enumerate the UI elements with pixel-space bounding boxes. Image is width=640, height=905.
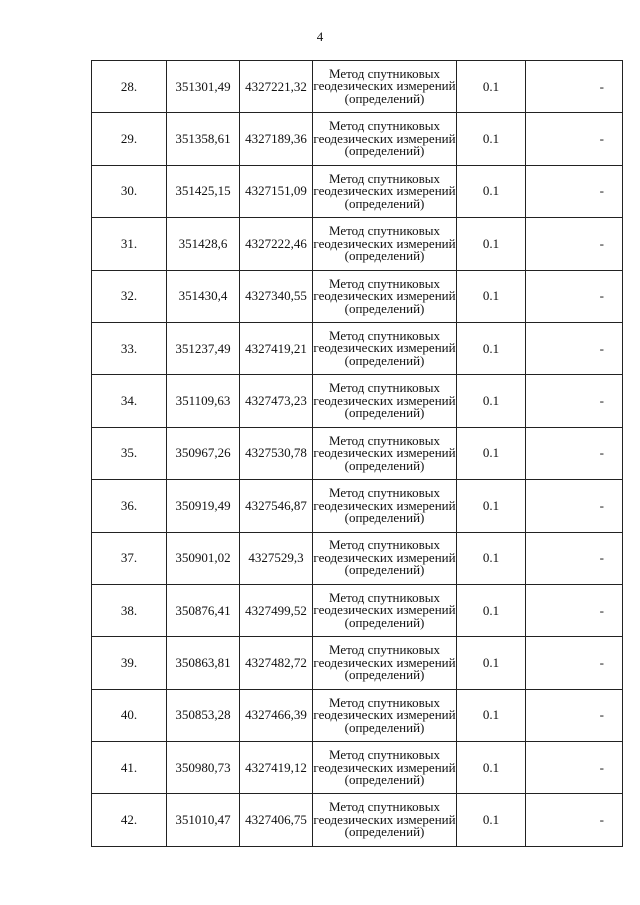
coordinate-y-cell: 4327473,23 — [240, 375, 313, 427]
method-line: (определений) — [344, 772, 425, 788]
method-line: Метод спутниковых — [328, 799, 440, 815]
accuracy-cell: 0.1 — [457, 165, 526, 217]
accuracy-cell: 0.1 — [457, 113, 526, 165]
coordinate-x-cell: 351430,4 — [167, 270, 240, 322]
note-cell: - — [526, 113, 623, 165]
coordinate-y-cell: 4327419,12 — [240, 742, 313, 794]
coordinate-x-cell: 351428,6 — [167, 218, 240, 270]
accuracy-cell: 0.1 — [457, 480, 526, 532]
point-number-cell: 36. — [92, 480, 167, 532]
method-line: (определений) — [344, 352, 425, 368]
method-line: Метод спутниковых — [328, 380, 440, 396]
table-row — [92, 61, 623, 113]
coordinate-y-cell: 4327499,52 — [240, 584, 313, 636]
method-line: Метод спутниковых — [328, 65, 440, 81]
coordinates-table-body — [92, 61, 623, 847]
coordinate-y-cell: 4327340,55 — [240, 270, 313, 322]
note-cell: - — [526, 165, 623, 217]
method-line: геодезических измерений — [313, 183, 456, 199]
method-line: Метод спутниковых — [328, 589, 440, 605]
note-cell: - — [526, 742, 623, 794]
table-row — [92, 532, 623, 584]
method-line: Метод спутниковых — [328, 223, 440, 239]
method-cell — [313, 427, 457, 479]
table-row — [92, 165, 623, 217]
method-line: геодезических измерений — [313, 340, 456, 356]
note-cell: - — [526, 218, 623, 270]
method-cell — [313, 218, 457, 270]
method-cell — [313, 165, 457, 217]
method-cell — [313, 375, 457, 427]
method-line: геодезических измерений — [313, 654, 456, 670]
note-cell: - — [526, 375, 623, 427]
coordinate-x-cell: 351109,63 — [167, 375, 240, 427]
method-line: (определений) — [344, 457, 425, 473]
coordinate-y-cell: 4327221,32 — [240, 61, 313, 113]
method-cell — [313, 689, 457, 741]
coordinate-x-cell: 350901,02 — [167, 532, 240, 584]
method-line: (определений) — [344, 405, 425, 421]
point-number-cell: 39. — [92, 637, 167, 689]
table-row — [92, 794, 623, 846]
method-cell — [313, 532, 457, 584]
method-line: геодезических измерений — [313, 811, 456, 827]
note-cell: - — [526, 584, 623, 636]
note-cell: - — [526, 532, 623, 584]
method-cell — [313, 270, 457, 322]
accuracy-cell: 0.1 — [457, 61, 526, 113]
point-number-cell: 30. — [92, 165, 167, 217]
method-line: (определений) — [344, 90, 425, 106]
table-row — [92, 375, 623, 427]
method-line: (определений) — [344, 719, 425, 735]
point-number-cell: 40. — [92, 689, 167, 741]
coordinate-y-cell: 4327222,46 — [240, 218, 313, 270]
coordinate-x-cell: 351301,49 — [167, 61, 240, 113]
note-cell: - — [526, 794, 623, 846]
note-cell: - — [526, 322, 623, 374]
table-row — [92, 742, 623, 794]
method-line: геодезических измерений — [313, 130, 456, 146]
table-row — [92, 270, 623, 322]
method-line: Метод спутниковых — [328, 747, 440, 763]
page-number: 4 — [316, 29, 324, 44]
coordinate-x-cell: 350980,73 — [167, 742, 240, 794]
method-cell — [313, 322, 457, 374]
table-row — [92, 689, 623, 741]
table-row — [92, 584, 623, 636]
coordinate-y-cell: 4327530,78 — [240, 427, 313, 479]
method-line: геодезических измерений — [313, 78, 456, 94]
method-line: Метод спутниковых — [328, 537, 440, 553]
point-number-cell: 28. — [92, 61, 167, 113]
accuracy-cell: 0.1 — [457, 375, 526, 427]
coordinate-y-cell: 4327189,36 — [240, 113, 313, 165]
accuracy-cell: 0.1 — [457, 270, 526, 322]
accuracy-cell: 0.1 — [457, 794, 526, 846]
coordinate-y-cell: 4327529,3 — [240, 532, 313, 584]
table-row — [92, 480, 623, 532]
method-cell — [313, 637, 457, 689]
table-row — [92, 637, 623, 689]
method-line: геодезических измерений — [313, 549, 456, 565]
note-cell: - — [526, 61, 623, 113]
method-line: Метод спутниковых — [328, 642, 440, 658]
coordinate-x-cell: 351010,47 — [167, 794, 240, 846]
method-line: (определений) — [344, 248, 425, 264]
coordinate-x-cell: 350876,41 — [167, 584, 240, 636]
coordinate-y-cell: 4327546,87 — [240, 480, 313, 532]
method-line: (определений) — [344, 614, 425, 630]
method-line: (определений) — [344, 195, 425, 211]
point-number-cell: 33. — [92, 322, 167, 374]
coordinate-y-cell: 4327151,09 — [240, 165, 313, 217]
coordinate-x-cell: 351358,61 — [167, 113, 240, 165]
coordinate-x-cell: 350863,81 — [167, 637, 240, 689]
note-cell: - — [526, 637, 623, 689]
coordinate-y-cell: 4327419,21 — [240, 322, 313, 374]
accuracy-cell: 0.1 — [457, 689, 526, 741]
point-number-cell: 34. — [92, 375, 167, 427]
method-cell — [313, 742, 457, 794]
coordinate-y-cell: 4327482,72 — [240, 637, 313, 689]
method-line: геодезических измерений — [313, 445, 456, 461]
method-line: геодезических измерений — [313, 392, 456, 408]
method-line: Метод спутниковых — [328, 118, 440, 134]
point-number-cell: 29. — [92, 113, 167, 165]
method-cell — [313, 480, 457, 532]
method-line: Метод спутниковых — [328, 170, 440, 186]
method-cell — [313, 584, 457, 636]
method-cell — [313, 61, 457, 113]
method-line: Метод спутниковых — [328, 275, 440, 291]
coordinate-x-cell: 350853,28 — [167, 689, 240, 741]
method-line: Метод спутниковых — [328, 432, 440, 448]
method-line: геодезических измерений — [313, 602, 456, 618]
method-line: (определений) — [344, 143, 425, 159]
coordinate-x-cell: 350919,49 — [167, 480, 240, 532]
point-number-cell: 42. — [92, 794, 167, 846]
method-line: геодезических измерений — [313, 497, 456, 513]
point-number-cell: 38. — [92, 584, 167, 636]
coordinate-y-cell: 4327406,75 — [240, 794, 313, 846]
method-cell — [313, 113, 457, 165]
coordinate-x-cell: 350967,26 — [167, 427, 240, 479]
method-line: Метод спутниковых — [328, 485, 440, 501]
coordinates-table — [91, 60, 623, 847]
accuracy-cell: 0.1 — [457, 322, 526, 374]
note-cell: - — [526, 480, 623, 532]
note-cell: - — [526, 427, 623, 479]
note-cell: - — [526, 689, 623, 741]
point-number-cell: 35. — [92, 427, 167, 479]
method-line: Метод спутниковых — [328, 327, 440, 343]
accuracy-cell: 0.1 — [457, 218, 526, 270]
point-number-cell: 37. — [92, 532, 167, 584]
point-number-cell: 41. — [92, 742, 167, 794]
method-cell — [313, 794, 457, 846]
method-line: (определений) — [344, 667, 425, 683]
accuracy-cell: 0.1 — [457, 427, 526, 479]
coordinate-y-cell: 4327466,39 — [240, 689, 313, 741]
method-line: геодезических измерений — [313, 288, 456, 303]
method-line: (определений) — [344, 300, 425, 316]
coordinate-x-cell: 351237,49 — [167, 322, 240, 374]
table-row — [92, 113, 623, 165]
method-line: геодезических измерений — [313, 707, 456, 723]
accuracy-cell: 0.1 — [457, 532, 526, 584]
method-line: (определений) — [344, 824, 425, 840]
point-number-cell: 31. — [92, 218, 167, 270]
method-line: (определений) — [344, 510, 425, 526]
accuracy-cell: 0.1 — [457, 584, 526, 636]
coordinate-x-cell: 351425,15 — [167, 165, 240, 217]
accuracy-cell: 0.1 — [457, 742, 526, 794]
method-line: Метод спутниковых — [328, 694, 440, 710]
accuracy-cell: 0.1 — [457, 637, 526, 689]
note-cell: - — [526, 270, 623, 322]
table-row — [92, 218, 623, 270]
method-line: (определений) — [344, 562, 425, 578]
method-line: геодезических измерений — [313, 235, 456, 251]
method-line: геодезических измерений — [313, 759, 456, 775]
point-number-cell: 32. — [92, 270, 167, 322]
table-row — [92, 427, 623, 479]
table-row — [92, 322, 623, 374]
